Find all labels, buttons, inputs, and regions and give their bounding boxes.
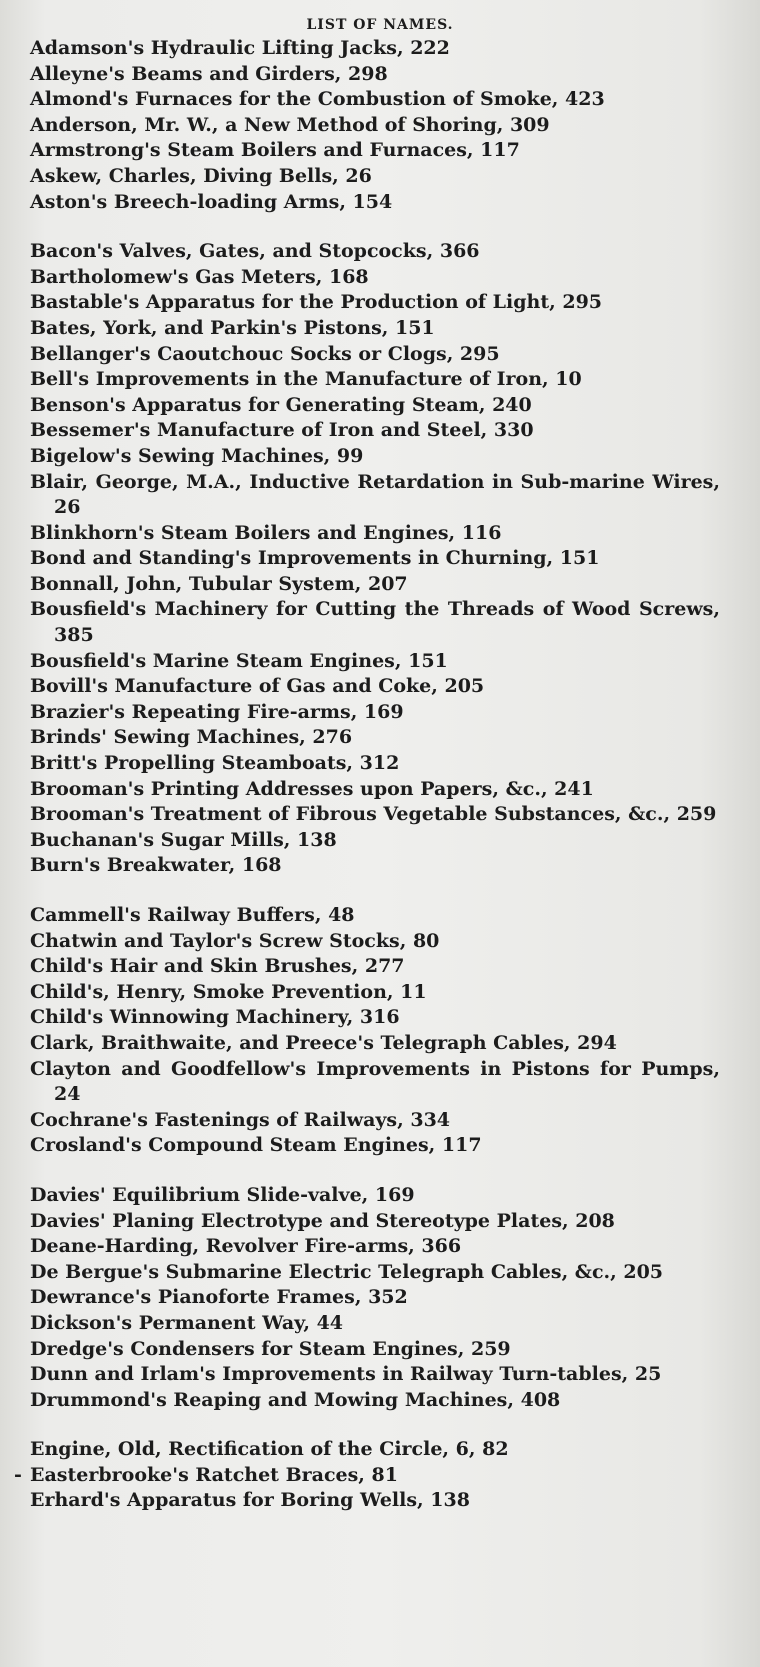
list-entry: Davies' Equilibrium Slide-valve, 169 — [30, 1183, 415, 1206]
list-entry: Blinkhorn's Steam Boilers and Engines, 116 — [30, 521, 502, 544]
list-entry: Bigelow's Sewing Machines, 99 — [30, 444, 364, 467]
list-entry: Dredge's Condensers for Steam Engines, 259 — [30, 1337, 511, 1360]
list-entry: Bonnall, John, Tubular System, 207 — [30, 572, 408, 595]
list-entry: Erhard's Apparatus for Boring Wells, 138 — [30, 1489, 470, 1512]
list-entry: Anderson, Mr. W., a New Method of Shoring, 309 — [30, 113, 550, 136]
list-entry: Child's Hair and Skin Brushes, 277 — [30, 955, 405, 978]
list-entry: Easterbrooke's Ratchet Braces, 81 — [30, 1463, 398, 1486]
list-entry: Askew, Charles, Diving Bells, 26 — [30, 164, 372, 187]
list-entry: Engine, Old, Rectification of the Circle, 6, 82 — [30, 1438, 509, 1461]
list-entry: Bastable's Apparatus for the Production of Light, 295 — [30, 291, 603, 314]
list-entry: Buchanan's Sugar Mills, 138 — [30, 828, 337, 851]
list-entry: Britt's Propelling Steamboats, 312 — [30, 752, 400, 775]
list-entry: Burn's Breakwater, 168 — [30, 854, 282, 877]
list-entry: Aston's Breech-loading Arms, 154 — [30, 190, 393, 213]
list-entry: Bell's Improvements in the Manufacture of Iron, 10 — [30, 368, 582, 391]
list-entry: Bond and Standing's Improvements in Churning, 151 — [30, 547, 600, 570]
list-entry: Dewrance's Pianoforte Frames, 352 — [30, 1286, 408, 1309]
list-entry: Dickson's Permanent Way, 44 — [30, 1311, 344, 1334]
list-entry: Almond's Furnaces for the Combustion of Smoke, 423 — [30, 88, 605, 111]
stray-dash-mark: - — [14, 1464, 22, 1486]
list-entry: De Bergue's Submarine Electric Telegraph Cables, &c., 205 — [30, 1260, 664, 1283]
list-entry: Cammell's Railway Buffers, 48 — [30, 904, 355, 926]
page-title: LIST OF NAMES. — [306, 17, 454, 33]
list-entry: Brooman's Treatment of Fibrous Vegetable Substances, &c., 259 — [30, 803, 717, 826]
section-d — [30, 1183, 720, 1413]
list-entry: Bousfield's Machinery for Cutting the Threads of Wood Screws, 385 — [30, 598, 720, 647]
list-entry: Bartholomew's Gas Meters, 168 — [30, 265, 369, 288]
list-entry: Bellanger's Caoutchouc Socks or Clogs, 295 — [30, 342, 500, 365]
list-entry: Child's Winnowing Machinery, 316 — [30, 1006, 400, 1029]
list-entry: Deane-Harding, Revolver Fire-arms, 366 — [30, 1235, 462, 1258]
list-entry: Dunn and Irlam's Improvements in Railway Turn-tables, 25 — [30, 1363, 662, 1386]
section-b — [30, 239, 720, 879]
list-entry: Crosland's Compound Steam Engines, 117 — [30, 1134, 482, 1157]
list-entry: Drummond's Reaping and Mowing Machines, 408 — [30, 1388, 561, 1411]
list-entry: Blair, George, M.A., Inductive Retardation in Sub-marine Wires, 26 — [30, 470, 720, 519]
section-a — [30, 36, 720, 215]
section-e — [30, 1437, 720, 1514]
list-entry: Davies' Planing Electrotype and Stereotype Plates, 208 — [30, 1209, 615, 1232]
list-entry: Bates, York, and Parkin's Pistons, 151 — [30, 316, 435, 339]
list-entry: Bacon's Valves, Gates, and Stopcocks, 366 — [30, 240, 480, 263]
list-entry: Chatwin and Taylor's Screw Stocks, 80 — [30, 929, 440, 952]
list-entry: Clayton and Goodfellow's Improvements in Pistons for Pumps, 24 — [30, 1057, 720, 1106]
list-entry: Bovill's Manufacture of Gas and Coke, 205 — [30, 675, 485, 698]
list-entry: Adamson's Hydraulic Lifting Jacks, 222 — [30, 37, 450, 59]
list-entry: Cochrane's Fastenings of Railways, 334 — [30, 1108, 451, 1131]
list-entry: Clark, Braithwaite, and Preece's Telegraph Cables, 294 — [30, 1031, 617, 1054]
list-entry: Brazier's Repeating Fire-arms, 169 — [30, 700, 404, 723]
list-entry: Bousfield's Marine Steam Engines, 151 — [30, 649, 448, 672]
list-entry: Armstrong's Steam Boilers and Furnaces, 117 — [30, 139, 520, 162]
list-entry: Bessemer's Manufacture of Iron and Steel, 330 — [30, 419, 534, 442]
list-entry: Alleyne's Beams and Girders, 298 — [30, 62, 388, 85]
list-entry: Brooman's Printing Addresses upon Papers, &c., 241 — [30, 777, 594, 800]
list-entry: Brinds' Sewing Machines, 276 — [30, 726, 353, 749]
section-c — [30, 903, 720, 1159]
list-entry: Benson's Apparatus for Generating Steam, 240 — [30, 393, 532, 416]
list-entry: Child's, Henry, Smoke Prevention, 11 — [30, 980, 427, 1003]
name-list — [30, 36, 720, 1514]
